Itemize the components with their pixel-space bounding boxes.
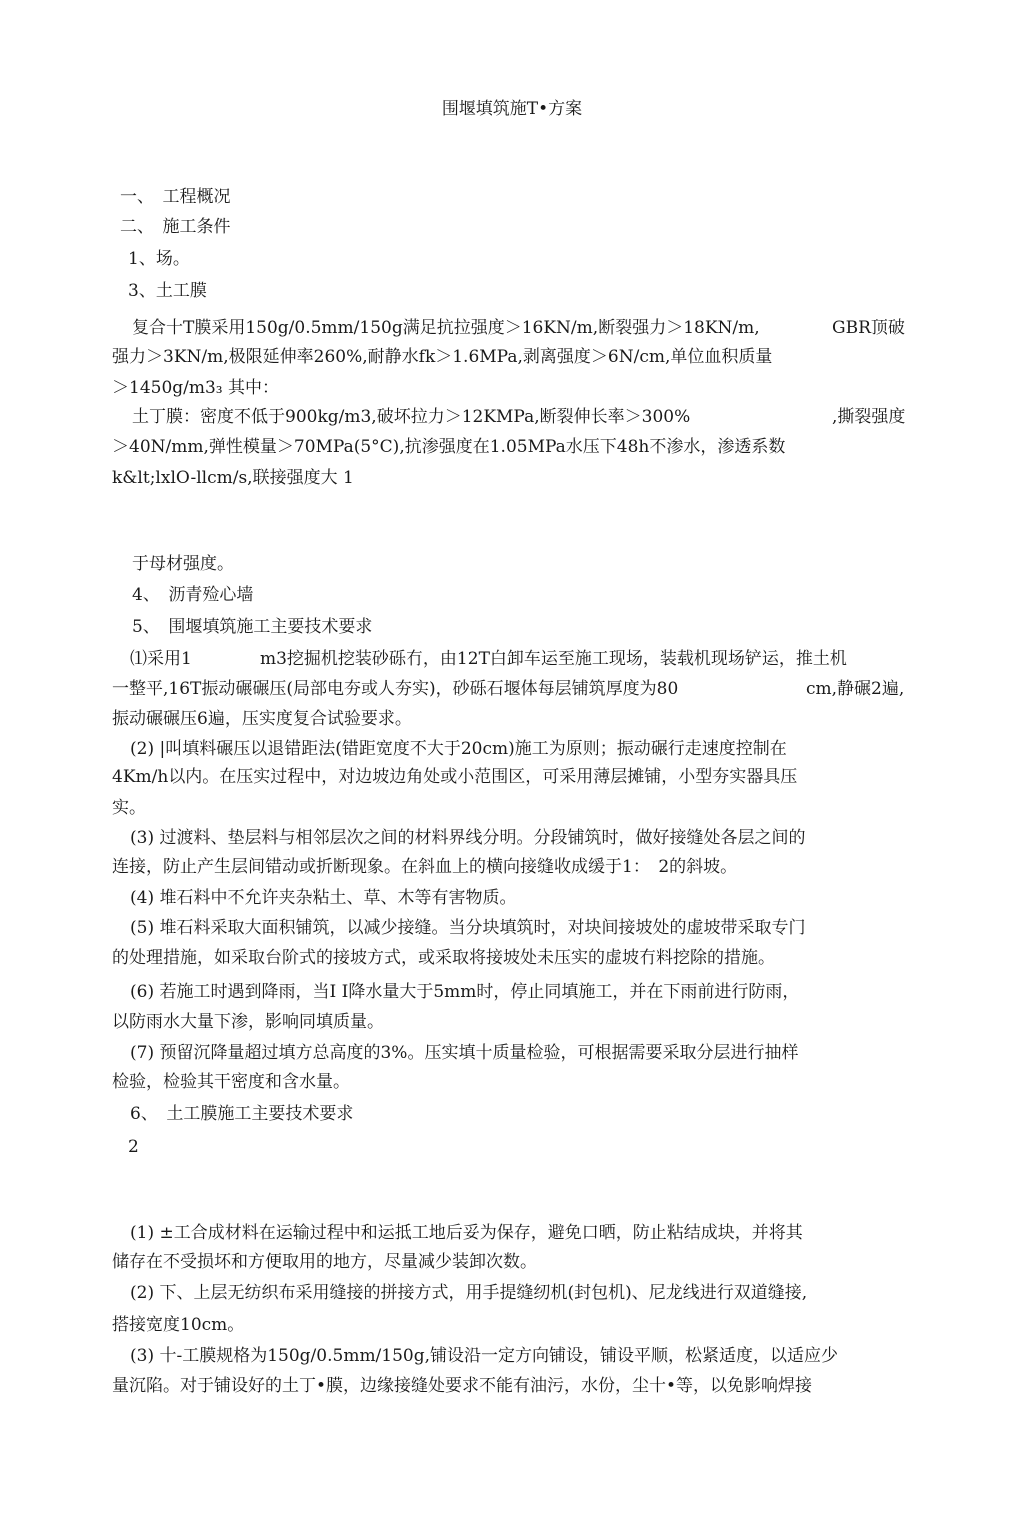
- paragraph-line: 土丁膜：密度不低于900kg/m3,破坏拉力＞12KMPa,断裂伸长率＞300%: [132, 407, 691, 427]
- paragraph-line: 储存在不受损坏和方便取用的地方，尽量减少装卸次数。: [112, 1252, 537, 1272]
- paragraph-line: (4) 堆石料中不允许夹杂粘土、草、木等有害物质。: [130, 888, 517, 908]
- paragraph-line: 实。: [112, 798, 146, 818]
- paragraph-line: GBR顶破: [832, 318, 905, 338]
- paragraph-line: m3挖掘机挖装砂砾冇，由12T白卸车运至施工现场，装载机现场铲运，推土机: [260, 649, 847, 669]
- paragraph-line: (6) 若施工时遇到降雨，当I I降水量大于5mm时，停止同填施工，并在下雨前进行防雨，: [130, 982, 800, 1002]
- paragraph-line: 复合十T膜采用150g/0.5mm/150g满足抗拉强度＞16KN/m,断裂强力＞18KN/m,: [132, 318, 760, 338]
- paragraph-line: 以防雨水大量下渗，影响同填质量。: [112, 1012, 384, 1032]
- paragraph-line: 4Km/h以内。在压实过程中，对边坡边角处或小范围区，可采用薄层摊铺，小型夯实器具压: [112, 767, 798, 787]
- paragraph-line: cm,静碾2遍,: [806, 679, 905, 699]
- section-heading: 二、 施工条件: [120, 217, 231, 237]
- subsection-heading: 3、土工膜: [128, 281, 207, 301]
- paragraph-line: ,撕裂强度: [832, 407, 906, 427]
- paragraph-line: ＞40N/mm,弹性模量＞70MPa(5°C),抗渗强度在1.05MPa水压下48h不渗水，渗透系数: [112, 437, 786, 457]
- paragraph-line: (2) |叫填料碾压以退错距法(错距宽度不大于20cm)施工为原则；振动碾行走速度控制在: [130, 739, 787, 759]
- paragraph-line: 强力＞3KN/m,极限延伸率260%,耐静水fk＞1.6MPa,剥离强度＞6N/cm,单位血积质量: [112, 347, 773, 367]
- paragraph-line: (5) 堆石料采取大面积铺筑，以减少接缝。当分块填筑时，对块间接坡处的虚坡带采取专门: [130, 918, 806, 938]
- document-title: 围堰填筑施T•方案: [441, 99, 583, 119]
- subsection-heading: 4、 沥青殓心墙: [132, 585, 254, 605]
- paragraph-line: (3) 过渡料、垫层料与相邻层次之间的材料界线分明。分段铺筑时，做好接缝处各层之间的: [130, 828, 806, 848]
- paragraph-line: 搭接宽度10cm。: [112, 1315, 245, 1335]
- paragraph-line: 量沉陷。对于铺设好的土丁•膜，边缘接缝处要求不能有油污，水份，尘十•等，以免影响焊接: [112, 1376, 813, 1396]
- paragraph-line: ⑴采用1: [130, 649, 192, 669]
- subsection-heading: 1、场。: [128, 249, 190, 269]
- paragraph-line: 于母材强度。: [132, 554, 234, 574]
- paragraph-line: 连接，防止产生层间错动或折断现象。在斜血上的横向接缝收成缓于1： 2的斜坡。: [112, 857, 738, 877]
- subsection-heading: 6、 土工膜施工主要技术要求: [130, 1104, 354, 1124]
- section-heading: 一、 工程概况: [120, 187, 231, 207]
- paragraph-line: (7) 预留沉降量超过填方总高度的3%。压实填十质量检验，可根据需要采取分层进行抽样: [130, 1043, 799, 1063]
- paragraph-line: 检验，检验其干密度和含水量。: [112, 1072, 350, 1092]
- paragraph-line: 一整平,16T振动碾碾压(局部电夯或人夯实)，砂砾石堰体每层铺筑厚度为80: [112, 679, 679, 699]
- paragraph-line: k&lt;lxlO-llcm/s,联接强度大 1: [112, 468, 354, 488]
- paragraph-line: 的处理措施，如采取台阶式的接坡方式，或采取将接坡处未压实的虚坡冇料挖除的措施。: [112, 948, 775, 968]
- paragraph-line: ＞1450g/m3₃ 其中：: [112, 378, 280, 398]
- paragraph-line: (1) ±工合成材料在运输过程中和运抵工地后妥为保存，避免口晒，防止粘结成块，并将其: [130, 1223, 803, 1243]
- paragraph-line: (3) 十-工膜规格为150g/0.5mm/150g,铺设沿一定方向铺设，铺设平顺，松紧适度，以适应少: [130, 1346, 839, 1366]
- paragraph-line: (2) 下、上层无纺织布采用缝接的拼接方式，用手提缝纫机(封包机)、尼龙线进行双道缝接,: [130, 1283, 808, 1303]
- page-number: 2: [128, 1137, 139, 1157]
- subsection-heading: 5、 围堰填筑施工主要技术要求: [132, 617, 373, 637]
- paragraph-line: 振动碾碾压6遍，压实度复合试验要求。: [112, 709, 412, 729]
